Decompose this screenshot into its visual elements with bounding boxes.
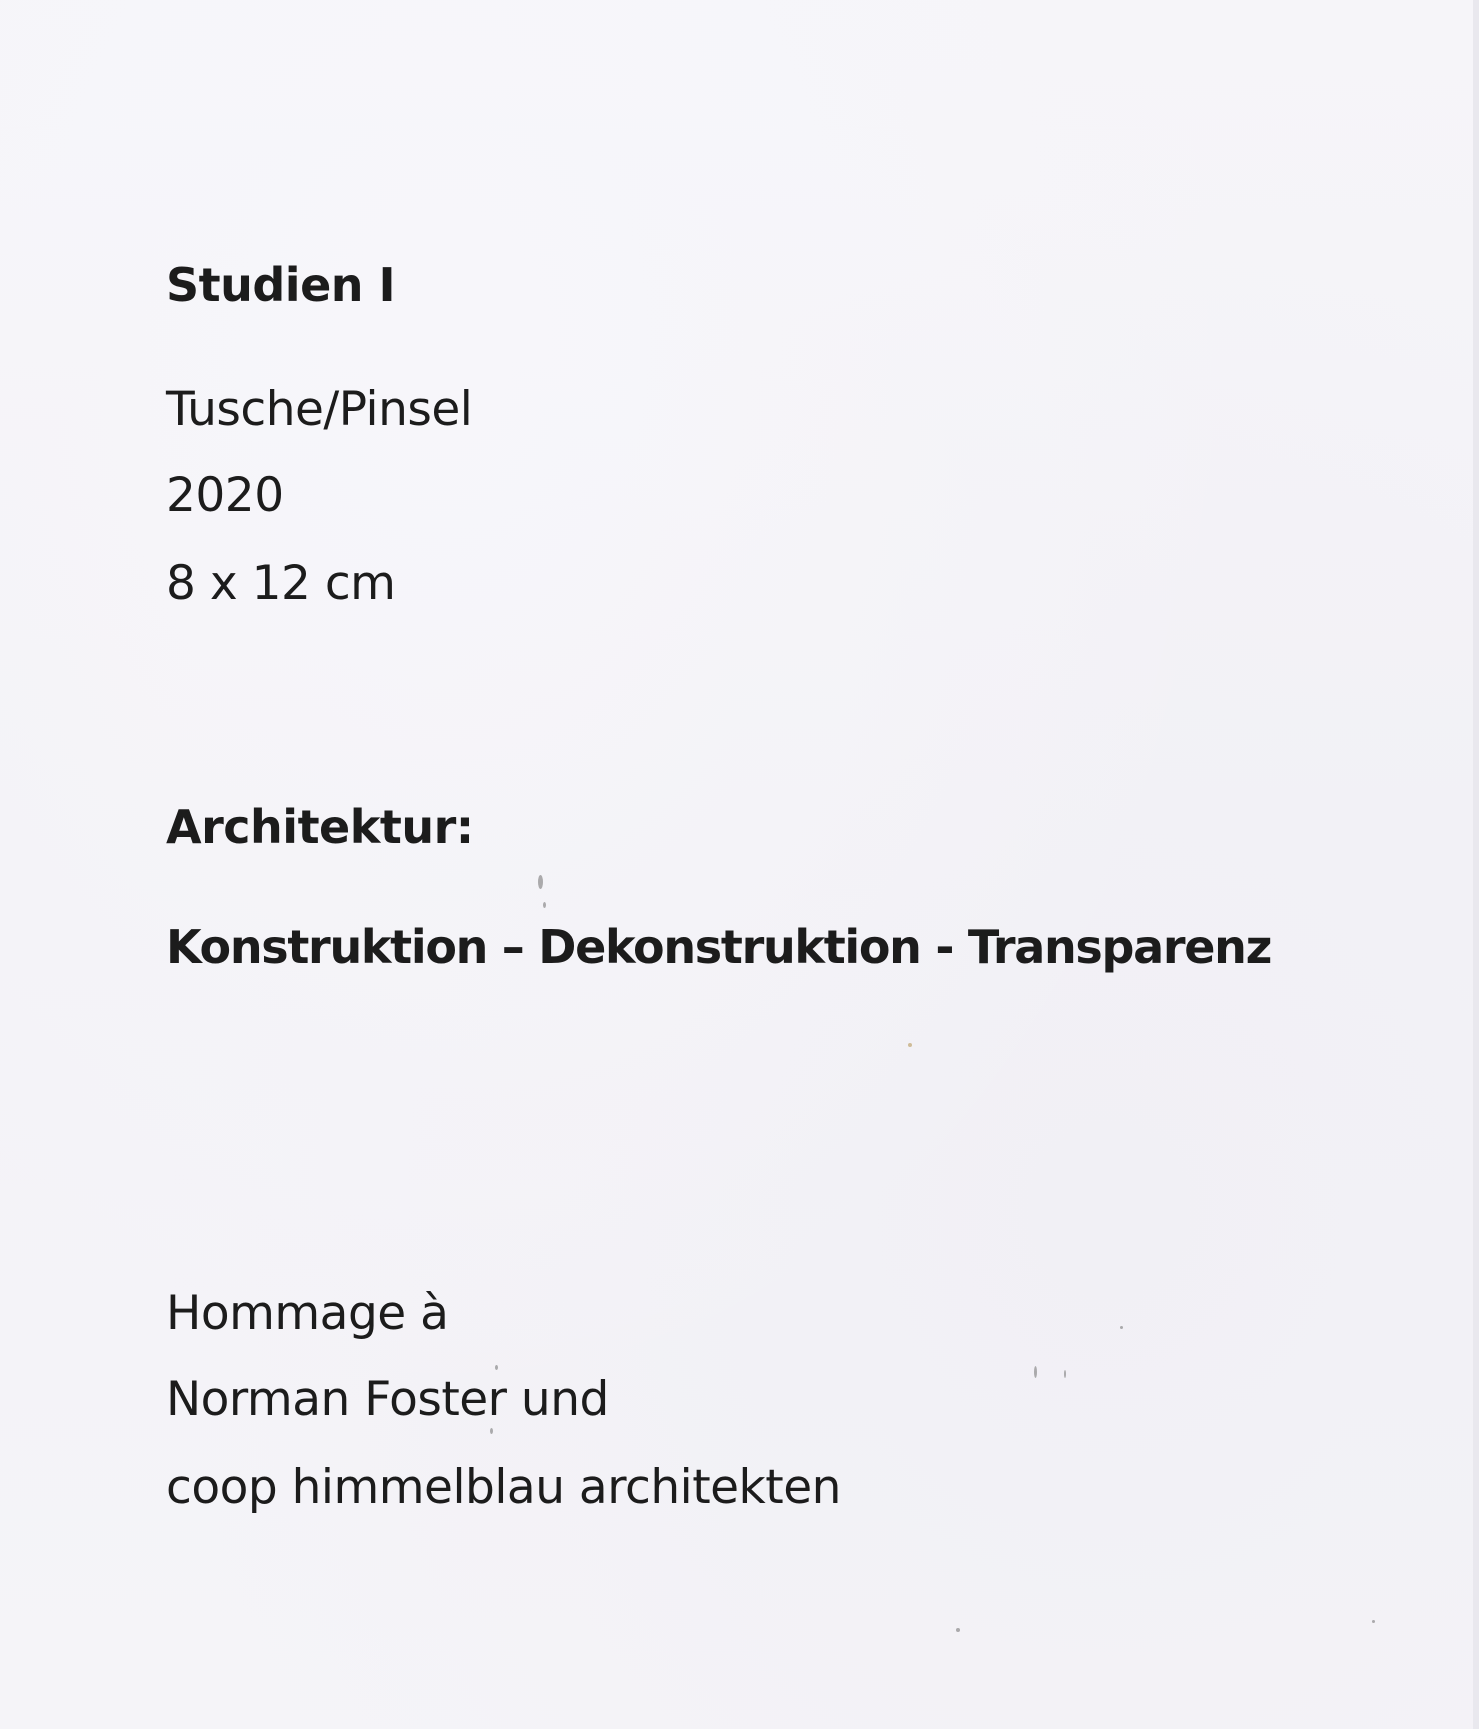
artwork-title: Studien I xyxy=(166,258,396,312)
scan-speck xyxy=(490,1428,493,1434)
scan-speck xyxy=(1064,1370,1066,1378)
dedication-line-3: coop himmelblau architekten xyxy=(166,1460,841,1515)
artwork-year: 2020 xyxy=(166,468,284,523)
scan-speck xyxy=(1120,1326,1123,1329)
dedication-line-2: Norman Foster und xyxy=(166,1372,609,1427)
scan-speck xyxy=(538,875,543,889)
dedication-line-1: Hommage à xyxy=(166,1286,449,1341)
scan-speck xyxy=(956,1628,960,1632)
artwork-medium: Tusche/Pinsel xyxy=(166,382,473,437)
artwork-size: 8 x 12 cm xyxy=(166,556,396,611)
scan-speck xyxy=(543,902,546,908)
scan-speck xyxy=(1034,1366,1037,1378)
section-heading: Architektur: xyxy=(166,800,474,854)
section-subheading: Konstruktion – Dekonstruktion - Transparenz xyxy=(166,920,1272,974)
scan-speck xyxy=(1372,1620,1375,1623)
scan-speck xyxy=(908,1043,912,1047)
scan-speck xyxy=(495,1365,498,1370)
paper-edge xyxy=(1473,0,1479,1729)
